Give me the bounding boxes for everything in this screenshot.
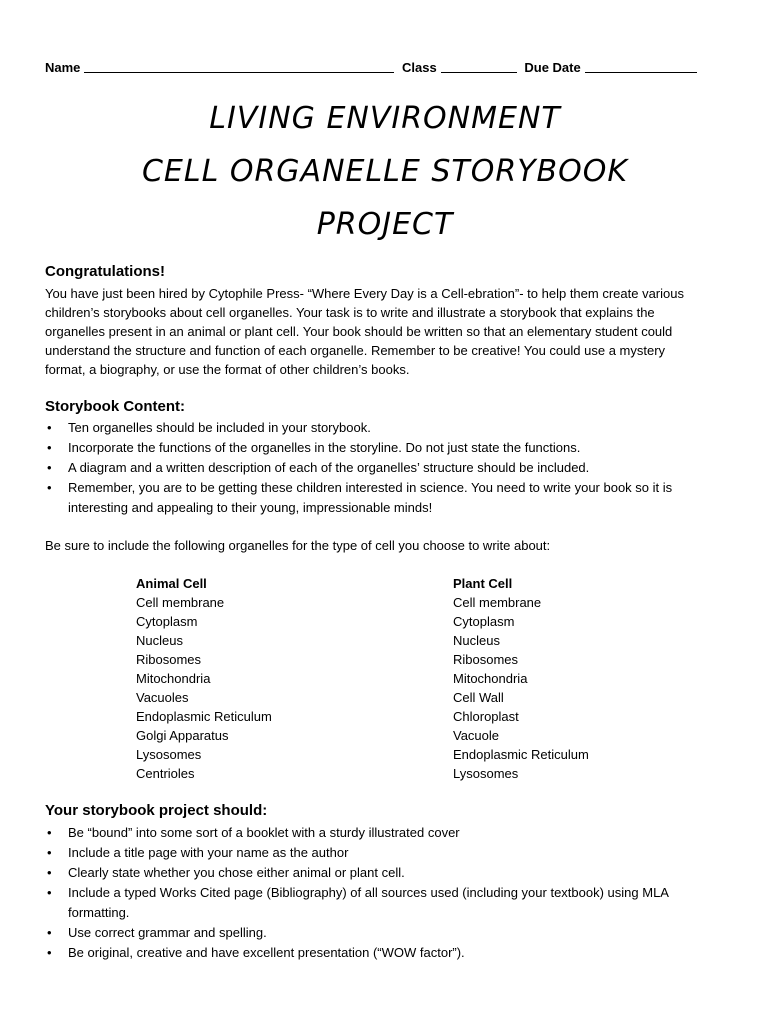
list-item: Endoplasmic Reticulum (136, 709, 272, 724)
bullet-icon: • (47, 420, 52, 435)
list-item: • A diagram and a written description of each of the organelles’ structure should be included. (45, 458, 672, 478)
requirements-heading: Your storybook project should: (45, 802, 268, 819)
content-heading: Storybook Content: (45, 398, 185, 415)
bullet-icon: • (47, 885, 52, 900)
class-field[interactable] (441, 58, 517, 73)
title-line-3: PROJECT (316, 207, 454, 242)
list-item: • Be “bound” into some sort of a booklet with a sturdy illustrated cover (45, 823, 669, 843)
plant-cell-column (453, 574, 589, 783)
list-item: Golgi Apparatus (136, 728, 229, 743)
list-item: • Be original, creative and have excellent presentation (“WOW factor”). (45, 943, 669, 963)
list-item: Mitochondria (453, 671, 528, 686)
list-item: • Remember, you are to be getting these children interested in science. You need to write your book so it is interesting and appealing to their young, impressionable minds! (47, 480, 673, 515)
list-item: Mitochondria (136, 671, 211, 686)
name-field[interactable] (84, 58, 394, 73)
bullet-icon: • (47, 825, 52, 840)
list-item: Cell membrane (136, 595, 225, 610)
list-item: • Use correct grammar and spelling. (45, 923, 669, 943)
bullet-icon: • (47, 460, 52, 475)
list-item: Cytoplasm (136, 614, 198, 629)
list-item: Lysosomes (453, 766, 519, 781)
intro-line: You have just been hired by Cytophile Press- “Where Every Day is a Cell-ebration”- to help them create various (45, 286, 684, 301)
list-item: Vacuole (453, 728, 500, 743)
plant-cell-heading: Plant Cell (453, 576, 513, 591)
list-item: • Incorporate the functions of the organelles in the storyline. Do not just state the functions. (45, 438, 672, 458)
due-date-field[interactable] (585, 58, 697, 73)
organelles-intro: Be sure to include the following organelles for the type of cell you choose to write about: (45, 538, 551, 553)
list-item: Endoplasmic Reticulum (453, 747, 589, 762)
intro-line: understand the structure and function of each organelle. Remember to be creative! You could use a mystery (45, 343, 666, 358)
list-item: Centrioles (136, 766, 195, 781)
animal-cell-column (136, 574, 272, 783)
list-item: • Include a title page with your name as the author (45, 843, 669, 863)
list-item: Vacuoles (136, 690, 189, 705)
list-item: • Clearly state whether you chose either animal or plant cell. (45, 863, 669, 883)
requirements-list (45, 823, 669, 963)
header-fields (45, 58, 701, 75)
list-item: Lysosomes (136, 747, 202, 762)
list-item: • Include a typed Works Cited page (Bibliography) of all sources used (including your textbook) using MLA formatting. (47, 885, 669, 920)
list-item: Ribosomes (453, 652, 519, 667)
content-list (45, 418, 672, 518)
intro-line: organelles present in an animal or plant cell. Your book should be written so that an elementary student could (45, 324, 673, 339)
bullet-icon: • (47, 440, 52, 455)
intro-paragraph (45, 284, 735, 379)
list-item: Ribosomes (136, 652, 202, 667)
title-line-2: CELL ORGANELLE STORYBOOK (141, 154, 629, 189)
bullet-icon: • (47, 845, 52, 860)
list-item: Cell Wall (453, 690, 504, 705)
bullet-icon: • (47, 865, 52, 880)
intro-line: format, a biography, or use the format of other children’s books. (45, 362, 410, 377)
intro-heading: Congratulations! (45, 263, 165, 280)
list-item: Chloroplast (453, 709, 519, 724)
name-label: Name (45, 60, 81, 75)
class-label: Class (402, 60, 437, 75)
list-item: Cytoplasm (453, 614, 515, 629)
page-title (0, 92, 770, 251)
intro-line: children’s storybooks about cell organelles. Your task is to write and illustrate a storybook that explains the (45, 305, 655, 320)
bullet-icon: • (47, 925, 52, 940)
list-item: Nucleus (453, 633, 500, 648)
list-item: Cell membrane (453, 595, 542, 610)
list-item: • Ten organelles should be included in your storybook. (45, 418, 672, 438)
bullet-icon: • (47, 480, 52, 495)
due-date-label: Due Date (524, 60, 581, 75)
bullet-icon: • (47, 945, 52, 960)
animal-cell-heading: Animal Cell (136, 576, 207, 591)
title-line-1: LIVING ENVIRONMENT (209, 101, 561, 136)
list-item: Nucleus (136, 633, 183, 648)
